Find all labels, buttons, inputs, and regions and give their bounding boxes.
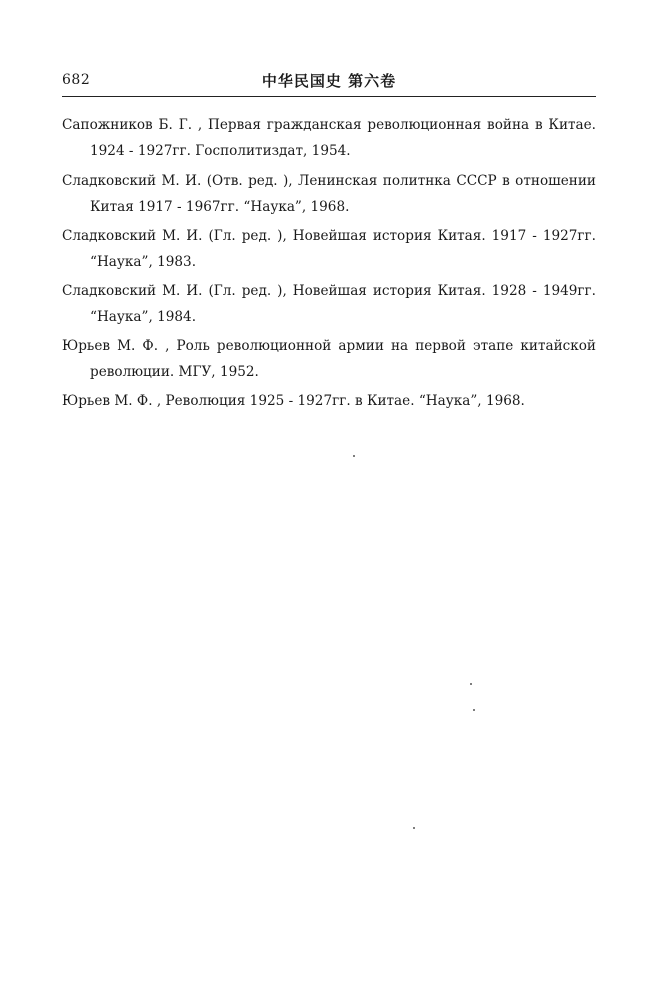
bibliography-entry: Сладковский М. И. (Гл. ред. ), Новейшая история Китая. 1917 - 1927гг. “Наука”, 1983. — [62, 228, 596, 270]
bibliography-entry: Сладковский М. И. (Отв. ред. ), Ленинская политнка СССР в отношении Китая 1917 - 1967гг. “Наука”, 1968. — [62, 173, 596, 215]
running-title: 中华民国史 第六卷 — [261, 72, 397, 90]
scan-speck — [473, 709, 475, 711]
scan-speck — [353, 455, 355, 457]
page-number: 682 — [62, 72, 91, 88]
page-header — [62, 70, 596, 97]
scan-speck — [470, 683, 472, 685]
bibliography-list — [62, 112, 596, 417]
bibliography-entry: Сладковский М. И. (Гл. ред. ), Новейшая история Китая. 1928 - 1949гг. “Наука”, 1984. — [62, 283, 596, 325]
bibliography-entry: Юрьев М. Ф. , Роль революционной армии на первой этапе китайской революции. МГУ, 1952. — [62, 338, 596, 380]
scan-speck — [413, 827, 415, 829]
bibliography-entry: Сапожников Б. Г. , Первая гражданская революционная война в Китае. 1924 - 1927гг. Госполитиздат, 1954. — [62, 117, 596, 159]
bibliography-entry: Юрьев М. Ф. , Революция 1925 - 1927гг. в Китае. “Наука”, 1968. — [62, 393, 525, 409]
